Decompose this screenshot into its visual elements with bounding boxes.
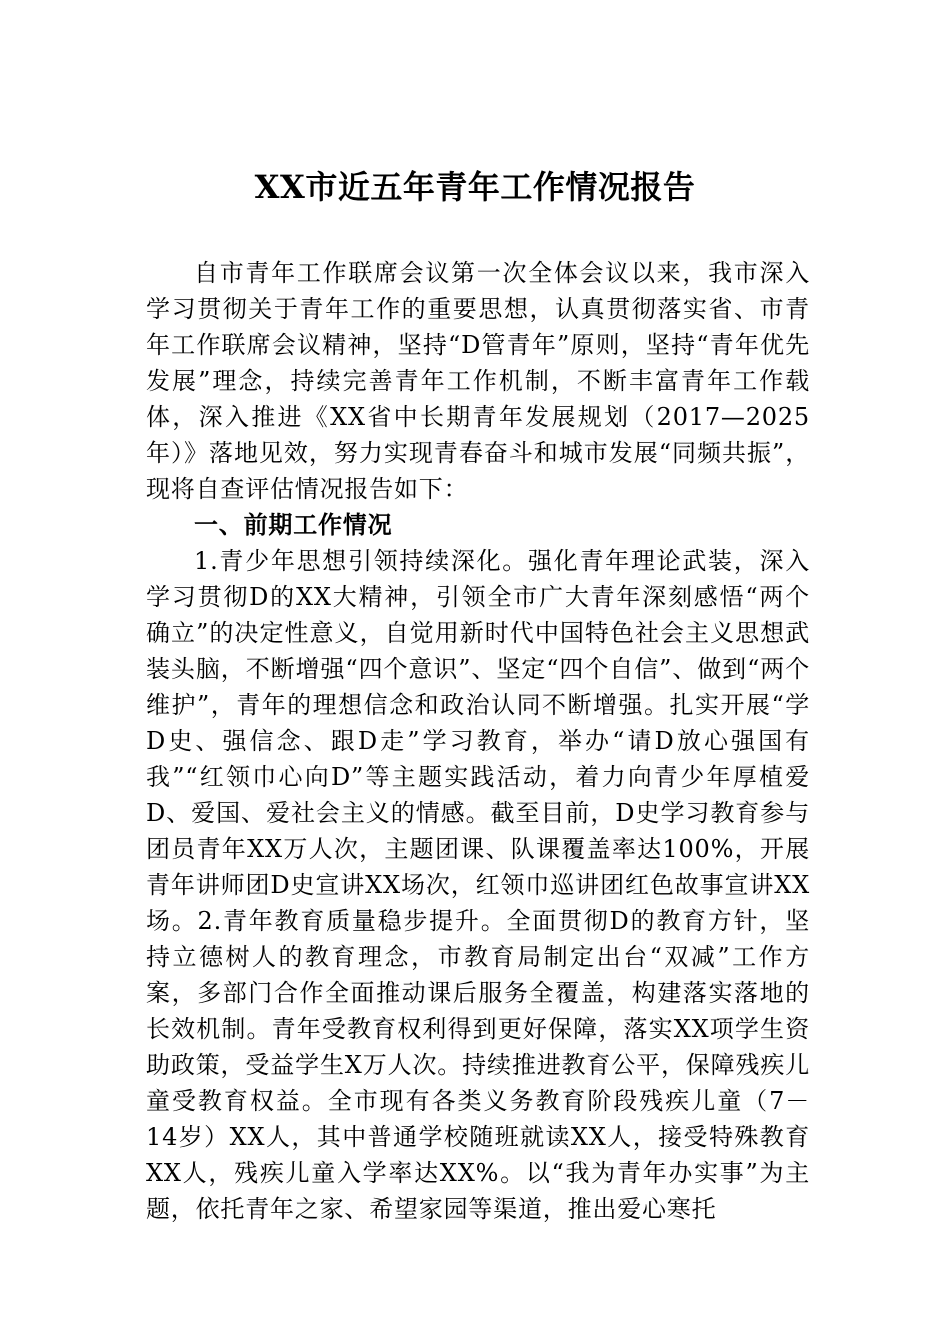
document-title: XX市近五年青年工作情况报告 [254,168,696,206]
section-paragraph: 1.青少年思想引领持续深化。强化青年理论武装，深入学习贯彻D的XX大精神，引领全市广大青年深刻感悟“两个确立”的决定性意义，自觉用新时代中国特色社会主义思想武装头脑，不断增强“四个意识”、坚定“四个自信”、做到“两个维护”，青年的理想信念和政治认同不断增强。扎实开展“学D史、强信念、跟D走”学习教育，举办“请D放心强国有我”“红领巾心向D”等主题实践活动，着力向青少年厚植爱D、爱国、爱社会主义的情感。截至目前，D史学习教育参与团员青年XX万人次，主题团课、队课覆盖率达100%，开展青年讲师团D史宣讲XX场次，红领巾巡讲团红色故事宣讲XX场。2.青年教育质量稳步提升。全面贯彻D的教育方针，坚持立德树人的教育理念，市教育局制定出台“双减”工作方案，多部门合作全面推动课后服务全覆盖，构建落实落地的长效机制。青年受教育权利得到更好保障，落实XX项学生资助政策，受益学生X万人次。持续推进教育公平，保障残疾儿童受教育权益。全市现有各类义务教育阶段残疾儿童（7－14岁）XX人，其中普通学校随班就读XX人，接受特殊教育XX人，残疾儿童入学率达XX%。以“我为青年办实事”为主题，依托青年之家、希望家园等渠道，推出爱心寒托 [146,547,810,1223]
section-heading: 一、前期工作情况 [194,511,393,539]
intro-paragraph: 自市青年工作联席会议第一次全体会议以来，我市深入学习贯彻关于青年工作的重要思想，认真贯彻落实省、市青年工作联席会议精神，坚持“D管青年”原则，坚持“青年优先发展”理念，持续完善青年工作机制，不断丰富青年工作载体，深入推进《XX省中长期青年发展规划（2017—2025年）》落地见效，努力实现青春奋斗和城市发展“同频共振”，现将自查评估情况报告如下： [146,259,810,503]
document-body [146,255,810,1227]
